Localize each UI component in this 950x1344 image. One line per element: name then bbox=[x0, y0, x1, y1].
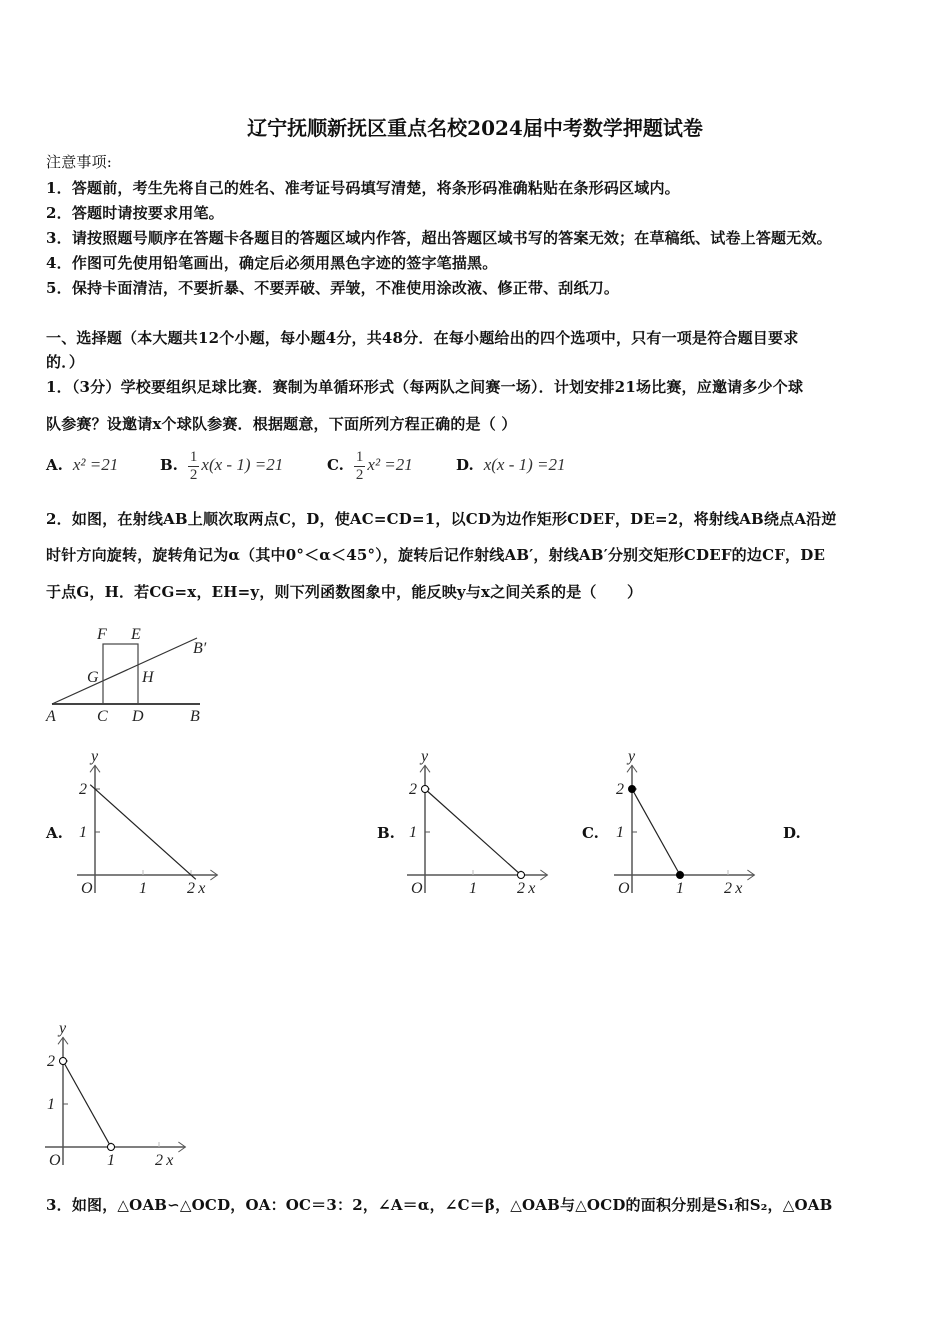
point-label: F bbox=[97, 626, 107, 643]
option-label: C. bbox=[327, 456, 344, 475]
open-endpoint bbox=[518, 872, 525, 879]
point-label: D bbox=[132, 708, 144, 725]
point-label: E bbox=[131, 626, 141, 643]
frac-numerator: 1 bbox=[189, 449, 198, 465]
closed-endpoint bbox=[677, 872, 684, 879]
graph-option-c bbox=[607, 745, 757, 900]
q2-text-cont: 于点G，H．若CG=x，EH=y，则下列函数图象中，能反映y与x之间关系的是（ ） bbox=[46, 583, 643, 601]
y-axis-label: y bbox=[59, 1020, 67, 1038]
x-axis-label: x bbox=[166, 1152, 174, 1169]
y-tick-label: 1 bbox=[79, 824, 87, 841]
q3-text: 3．如图，△OAB∽△OCD，OA：OC＝3：2，∠A＝α，∠C＝β，△OAB与△OCD的面积分别是S₁和S₂，△OAB bbox=[46, 1196, 833, 1214]
origin-label: O bbox=[618, 880, 630, 897]
graph-option-label: B. bbox=[377, 824, 395, 842]
graph-option-label: A. bbox=[46, 824, 63, 842]
option-expr: x² =21 bbox=[72, 455, 119, 474]
rectangle-cdef bbox=[103, 644, 138, 704]
x-axis-label: x bbox=[528, 880, 536, 897]
option-label: D. bbox=[456, 456, 474, 474]
option-label: B. bbox=[160, 456, 178, 475]
point-label: B′ bbox=[193, 640, 207, 657]
graph-option-label: D. bbox=[783, 824, 801, 842]
y-tick-label: 2 bbox=[616, 781, 624, 798]
option-expr: x(x - 1) =21 bbox=[201, 455, 284, 475]
notice-item: 3．请按照题号顺序在答题卡各题目的答题区域内作答，超出答题区域书写的答案无效；在草稿纸、试卷上答题无效。 bbox=[46, 229, 832, 247]
x-tick-label: 1 bbox=[469, 880, 477, 897]
y-axis-label: y bbox=[91, 748, 99, 766]
notice-heading: 注意事项: bbox=[46, 153, 113, 171]
function-segment bbox=[90, 785, 196, 880]
origin-label: O bbox=[49, 1152, 61, 1169]
x-tick-label: 1 bbox=[139, 880, 147, 897]
x-tick-label: 2 bbox=[517, 880, 525, 897]
notice-item: 4．作图可先使用铅笔画出，确定后必须用黑色字迹的签字笔描黑。 bbox=[46, 254, 498, 272]
frac-numerator: 1 bbox=[355, 449, 364, 465]
q2-figure bbox=[40, 620, 220, 730]
x-tick-label: 2 bbox=[187, 880, 195, 897]
section-heading-cont: 的．） bbox=[46, 353, 85, 371]
y-axis-label: y bbox=[421, 748, 429, 766]
q1-option-c bbox=[327, 449, 413, 484]
graph-option-a bbox=[70, 745, 220, 900]
notice-item: 1．答题前，考生先将自己的姓名、准考证号码填写清楚，将条形码准确粘贴在条形码区域内。 bbox=[46, 179, 680, 197]
option-expr: x(x - 1) =21 bbox=[483, 455, 566, 474]
y-tick-label: 1 bbox=[616, 824, 624, 841]
q2-text-cont: 时针方向旋转，旋转角记为α（其中0°＜α＜45°），旋转后记作射线AB′，射线AB′分别交矩形CDEF的边CF，DE bbox=[46, 546, 826, 564]
function-segment bbox=[63, 1061, 111, 1147]
point-label: B bbox=[190, 708, 200, 725]
graph-option-b bbox=[400, 745, 550, 900]
q1-text-cont: 队参赛？设邀请x个球队参赛．根据题意，下面所列方程正确的是（ ） bbox=[46, 415, 517, 433]
graph-option-d bbox=[38, 1017, 188, 1172]
q1-text: 1．（3分）学校要组织足球比赛．赛制为单循环形式（每两队之间赛一场）．计划安排21场比赛，应邀请多少个球 bbox=[46, 378, 804, 396]
point-label: G bbox=[87, 669, 99, 686]
option-label: A. bbox=[46, 456, 63, 474]
notice-item: 5．保持卡面清洁，不要折暴、不要弄破、弄皱，不准使用涂改液、修正带、刮纸刀。 bbox=[46, 279, 620, 297]
point-label: C bbox=[97, 708, 108, 725]
function-segment bbox=[632, 789, 680, 875]
origin-label: O bbox=[411, 880, 423, 897]
point-label: A bbox=[46, 708, 56, 725]
closed-endpoint bbox=[629, 786, 636, 793]
y-tick-label: 2 bbox=[409, 781, 417, 798]
frac-denominator: 2 bbox=[355, 467, 364, 483]
page-title: 辽宁抚顺新抚区重点名校2024届中考数学押题试卷 bbox=[247, 116, 703, 140]
open-endpoint bbox=[422, 786, 429, 793]
x-tick-label: 1 bbox=[107, 1152, 115, 1169]
ray-ab-prime bbox=[52, 638, 197, 704]
section-heading: 一、选择题（本大题共12个小题，每小题4分，共48分．在每小题给出的四个选项中，只有一项是符合题目要求 bbox=[46, 329, 799, 347]
y-tick-label: 1 bbox=[409, 824, 417, 841]
x-axis-label: x bbox=[198, 880, 206, 897]
y-axis-label: y bbox=[628, 748, 636, 766]
y-tick-label: 2 bbox=[79, 781, 87, 798]
graph-option-label: C. bbox=[582, 824, 599, 842]
x-tick-label: 2 bbox=[155, 1152, 163, 1169]
open-endpoint bbox=[60, 1058, 67, 1065]
y-tick-label: 1 bbox=[47, 1096, 55, 1113]
x-tick-label: 1 bbox=[676, 880, 684, 897]
open-endpoint bbox=[108, 1144, 115, 1151]
y-tick-label: 2 bbox=[47, 1053, 55, 1070]
notice-item: 2．答题时请按要求用笔。 bbox=[46, 204, 224, 222]
frac-denominator: 2 bbox=[189, 467, 198, 483]
q1-option-a bbox=[46, 455, 118, 475]
q1-option-b bbox=[160, 449, 283, 484]
function-segment bbox=[425, 789, 521, 875]
option-expr: x² =21 bbox=[367, 455, 413, 475]
x-axis-label: x bbox=[735, 880, 743, 897]
q1-option-d bbox=[456, 455, 566, 475]
x-tick-label: 2 bbox=[724, 880, 732, 897]
q2-text: 2．如图，在射线AB上顺次取两点C，D，使AC=CD=1，以CD为边作矩形CDEF，DE=2，将射线AB绕点A沿逆 bbox=[46, 510, 837, 528]
origin-label: O bbox=[81, 880, 93, 897]
point-label: H bbox=[142, 669, 154, 686]
